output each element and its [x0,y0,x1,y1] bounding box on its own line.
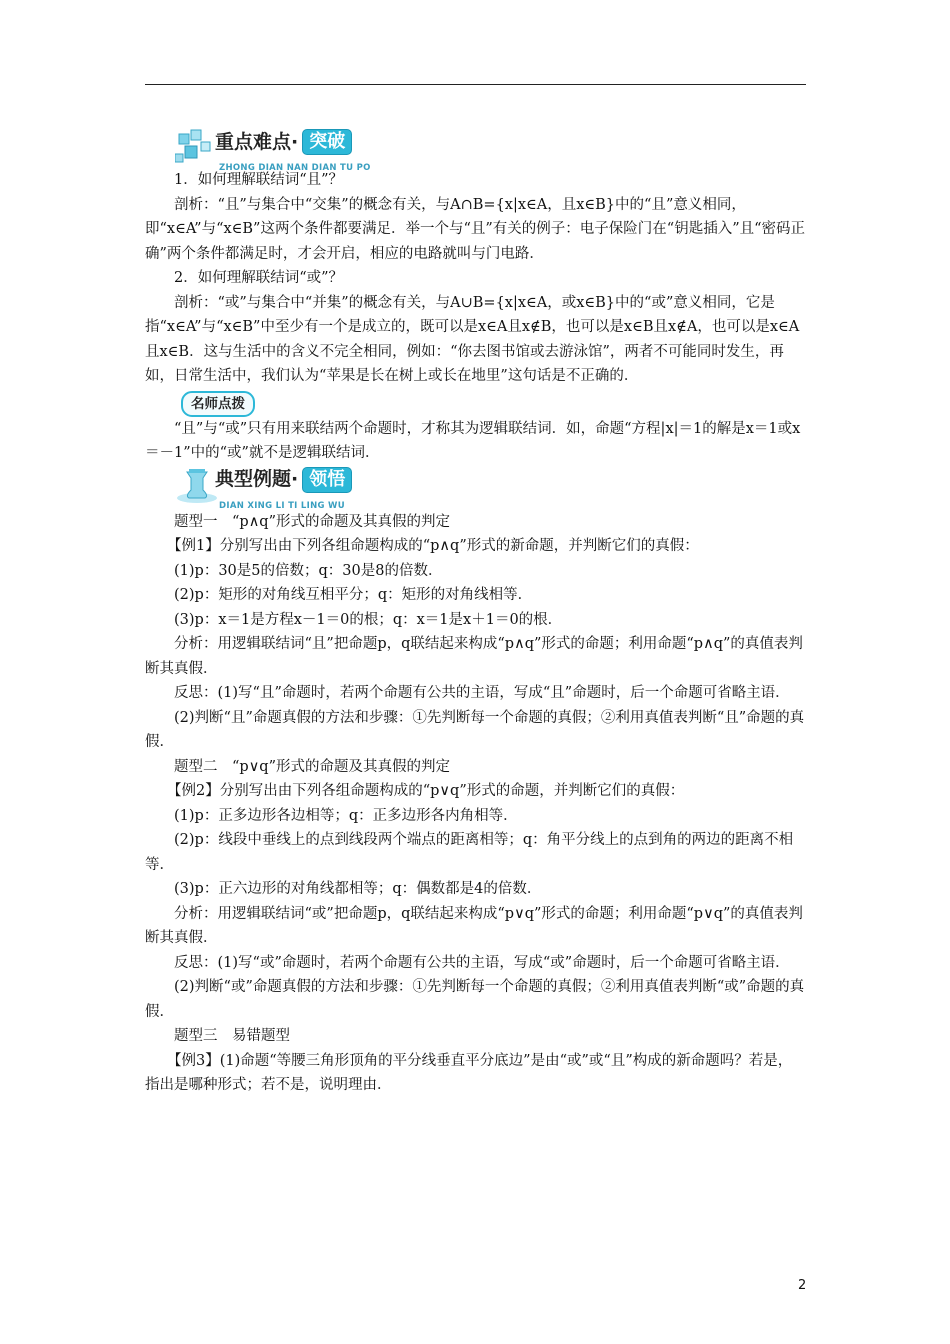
q2-analysis: 剖析：“或”与集合中“并集”的概念有关，与A∪B={x|x∈A，或x∈B}中的“或”意义相同，它是指“x∈A”与“x∈B”中至少有一个是成立的，既可以是x∈A且x∉B，也可以是x∈B且x∉A，也可以是x∈A且x∈B．这与生活中的含义不完全相同，例如：“你去图书馆或去游泳馆”，两者不可能同时发生，再如，日常生活中，我们认为“苹果是长在树上或长在地里”这句话是不正确的． [145,294,800,384]
section-pinyin-2: DIAN XING LI TI LING WU [219,500,345,511]
section-banner-key-points [175,128,806,173]
example1-reflect-2: (2)判断“且”命题真假的方法和步骤：①先判断每一个命题的真假；②利用真值表判断“且”命题的真假． [145,709,805,750]
q1-heading: 1．如何理解联结词“且”？ [174,172,344,188]
title-dot: · [291,130,299,153]
page-number: 2 [798,1278,807,1293]
section-title-text: 重点难点 [215,130,292,153]
title-dot-2: · [291,468,299,491]
section-banner-examples [175,466,806,511]
section-pinyin: ZHONG DIAN NAN DIAN TU PO [219,163,371,173]
section-title [215,130,352,154]
type1-heading: 题型一 “p∧q”形式的命题及其真假的判定 [174,513,451,530]
example1-item: (1)p：30是5的倍数；q：30是8的倍数． [174,562,443,579]
example3: 【例3】(1)命题“等腰三角形顶角的平分线垂直平分底边”是由“或”或“且”构成的新命题吗？若是，指出是哪种形式；若不是，说明理由． [145,1052,793,1093]
tip-box [145,389,806,417]
example2-item: (3)p：正六边形的对角线都相等；q：偶数都是4的倍数． [174,881,542,897]
type3-heading: 题型三 易错题型 [174,1028,290,1044]
example2-reflect-2: (2)判断“或”命题真假的方法和步骤：①先判断每一个命题的真假；②利用真值表判断“或”命题的真假． [145,979,805,1020]
section-title-2 [215,468,352,492]
type2-heading: 题型二 “p∨q”形式的命题及其真假的判定 [174,758,451,775]
tip-label: 名师点拨 [181,391,255,417]
example1-item: (3)p：x＝1是方程x－1＝0的根；q：x＝1是x＋1＝0的根． [174,611,563,628]
example2: 【例2】分别写出由下列各组命题构成的“p∨q”形式的命题，并判断它们的真假： [167,783,685,799]
header-rule [145,84,806,85]
q1-analysis: 剖析：“且”与集合中“交集”的概念有关，与A∩B={x|x∈A，且x∈B}中的“且”意义相同，即“x∈A”与“x∈B”这两个条件都要满足．举一个与“且”有关的例子：电子保险门在“钥匙插入”且“密码正确”两个条件都满足时，才会开启，相应的电路就叫与门电路． [145,196,806,262]
example2-item: (1)p：正多边形各边相等；q：正多边形各内角相等． [174,807,518,824]
tip-text: “且”与“或”只有用来联结两个命题时，才称其为逻辑联结词．如，命题“方程|x|＝1的解是x＝1或x＝－1”中的“或”就不是逻辑联结词． [145,420,801,461]
example2-reflect-1: 反思：(1)写“或”命题时，若两个命题有公共的主语，写成“或”命题时，后一个命题可省略主语． [174,954,790,971]
section-title-text-2: 典型例题 [215,468,292,491]
example1-reflect-1: 反思：(1)写“且”命题时，若两个命题有公共的主语，写成“且”命题时，后一个命题可省略主语． [174,685,790,701]
example1: 【例1】分别写出由下列各组命题构成的“p∧q”形式的新命题，并判断它们的真假： [167,538,699,554]
example1-item: (2)p：矩形的对角线互相平分；q：矩形的对角线相等． [174,587,533,603]
example1-analysis: 分析：用逻辑联结词“且”把命题p，q联结起来构成“p∧q”形式的命题；利用命题“p∧q”的真值表判断其真假． [145,636,803,677]
page-content [145,128,806,1098]
section-title-highlight-2: 领悟 [302,467,352,493]
section-title-highlight: 突破 [302,129,352,155]
example2-analysis: 分析：用逻辑联结词“或”把命题p，q联结起来构成“p∨q”形式的命题；利用命题“p∨q”的真值表判断其真假． [145,905,803,946]
q2-heading: 2．如何理解联结词“或”？ [174,270,344,286]
example2-item: (2)p：线段中垂线上的点到线段两个端点的距离相等；q：角平分线上的点到角的两边的距离不相等． [145,832,794,873]
